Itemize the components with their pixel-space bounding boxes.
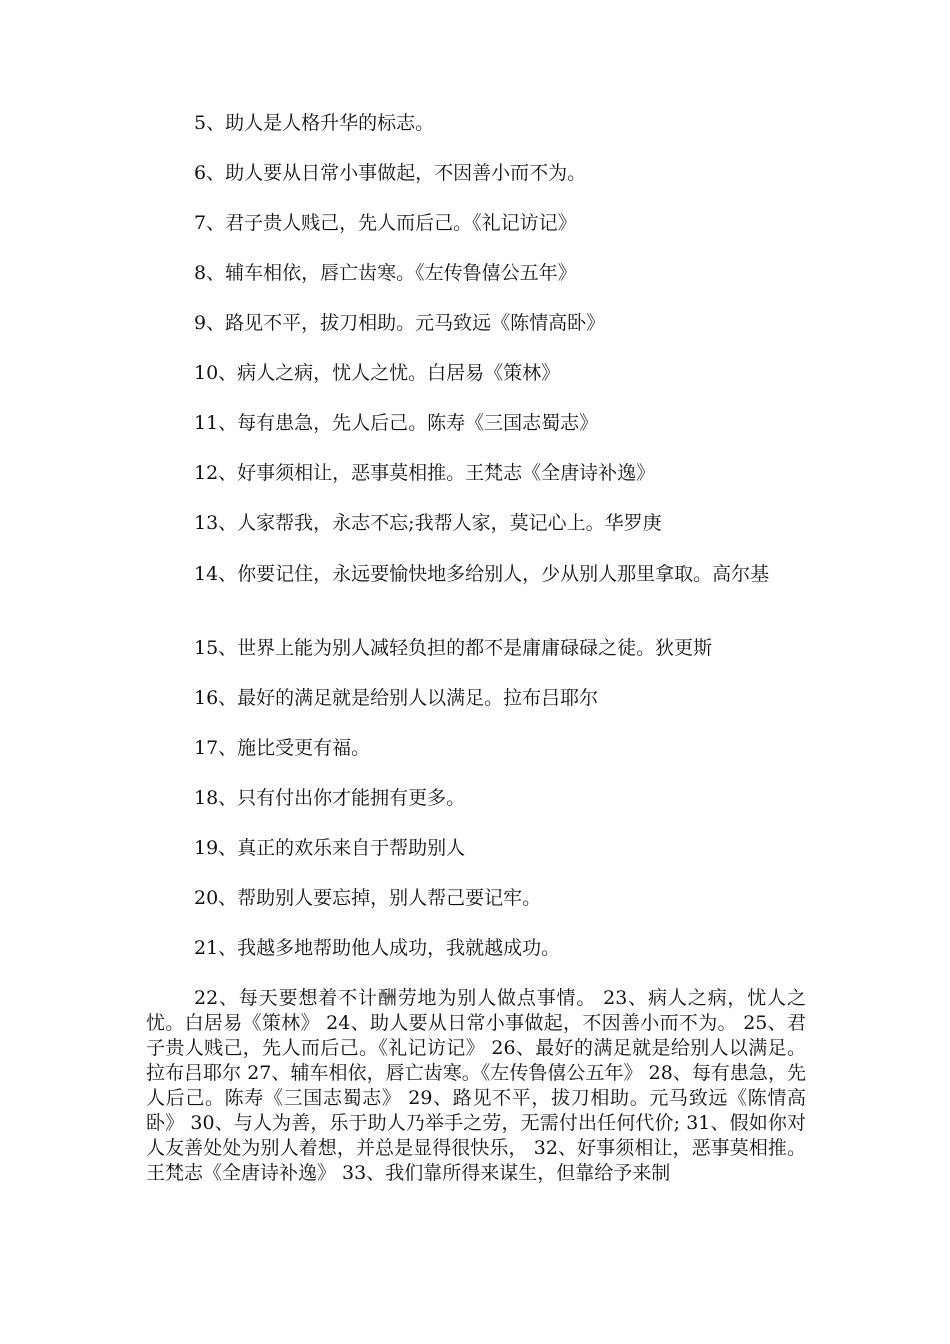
- paragraph-8: 8、辅车相依，唇亡齿寒。《左传鲁僖公五年》: [194, 262, 577, 284]
- paragraph-13: 13、人家帮我，永志不忘;我帮人家，莫记心上。华罗庚: [194, 512, 662, 534]
- paragraph-9: 9、路见不平，拔刀相助。元马致远《陈情高卧》: [194, 312, 606, 334]
- paragraph-10: 10、病人之病，忧人之忧。白居易《策林》: [194, 362, 561, 384]
- paragraph-11: 11、每有患急，先人后己。陈寿《三国志蜀志》: [194, 412, 599, 434]
- paragraph-12: 12、好事须相让，恶事莫相推。王梵志《全唐诗补逸》: [194, 462, 656, 484]
- paragraph-21: 21、我越多地帮助他人成功，我就越成功。: [194, 937, 561, 959]
- paragraph-17: 17、施比受更有福。: [194, 737, 371, 759]
- paragraph-18: 18、只有付出你才能拥有更多。: [194, 787, 466, 809]
- paragraph-5: 5、助人是人格升华的标志。: [194, 112, 435, 134]
- paragraph-6: 6、助人要从日常小事做起，不因善小而不为。: [194, 162, 587, 184]
- paragraph-7: 7、君子贵人贱己，先人而后己。《礼记访记》: [194, 212, 577, 234]
- paragraph-20: 20、帮助别人要忘掉，别人帮己要记牢。: [194, 887, 542, 909]
- paragraph-14: 14、你要记住，永远要愉快地多给别人，少从别人那里拿取。高尔基: [194, 563, 770, 585]
- paragraph-15: 15、世界上能为别人减轻负担的都不是庸庸碌碌之徒。狄更斯: [194, 637, 713, 659]
- paragraph-19: 19、真正的欢乐来自于帮助别人: [194, 837, 466, 859]
- paragraph-22-33: 22、每天要想着不计酬劳地为别人做点事情。 23、病人之病，忧人之忧。白居易《策林》 24、助人要从日常小事做起，不因善小而不为。 25、君子贵人贱己，先人而后己。《礼记访记》 26、最好的满足就是给别人以满足。拉布吕耶尔 27、辅车相依，唇亡齿寒。《左传鲁僖公五年》 28、每有患急，先人后己。陈寿《三国志蜀志》 29、路见不平，拔刀相助。元马致远《陈情高卧》 30、与人为善，乐于助人乃举手之劳，无需付出任何代价; 31、假如你对人友善处处为别人着想，并总是显得很快乐， 32、好事须相让，恶事莫相推。王梵志《全唐诗补逸》 33、我们靠所得来谋生，但靠给予来制: [146, 987, 806, 1184]
- paragraph-16: 16、最好的满足就是给别人以满足。拉布吕耶尔: [194, 687, 599, 709]
